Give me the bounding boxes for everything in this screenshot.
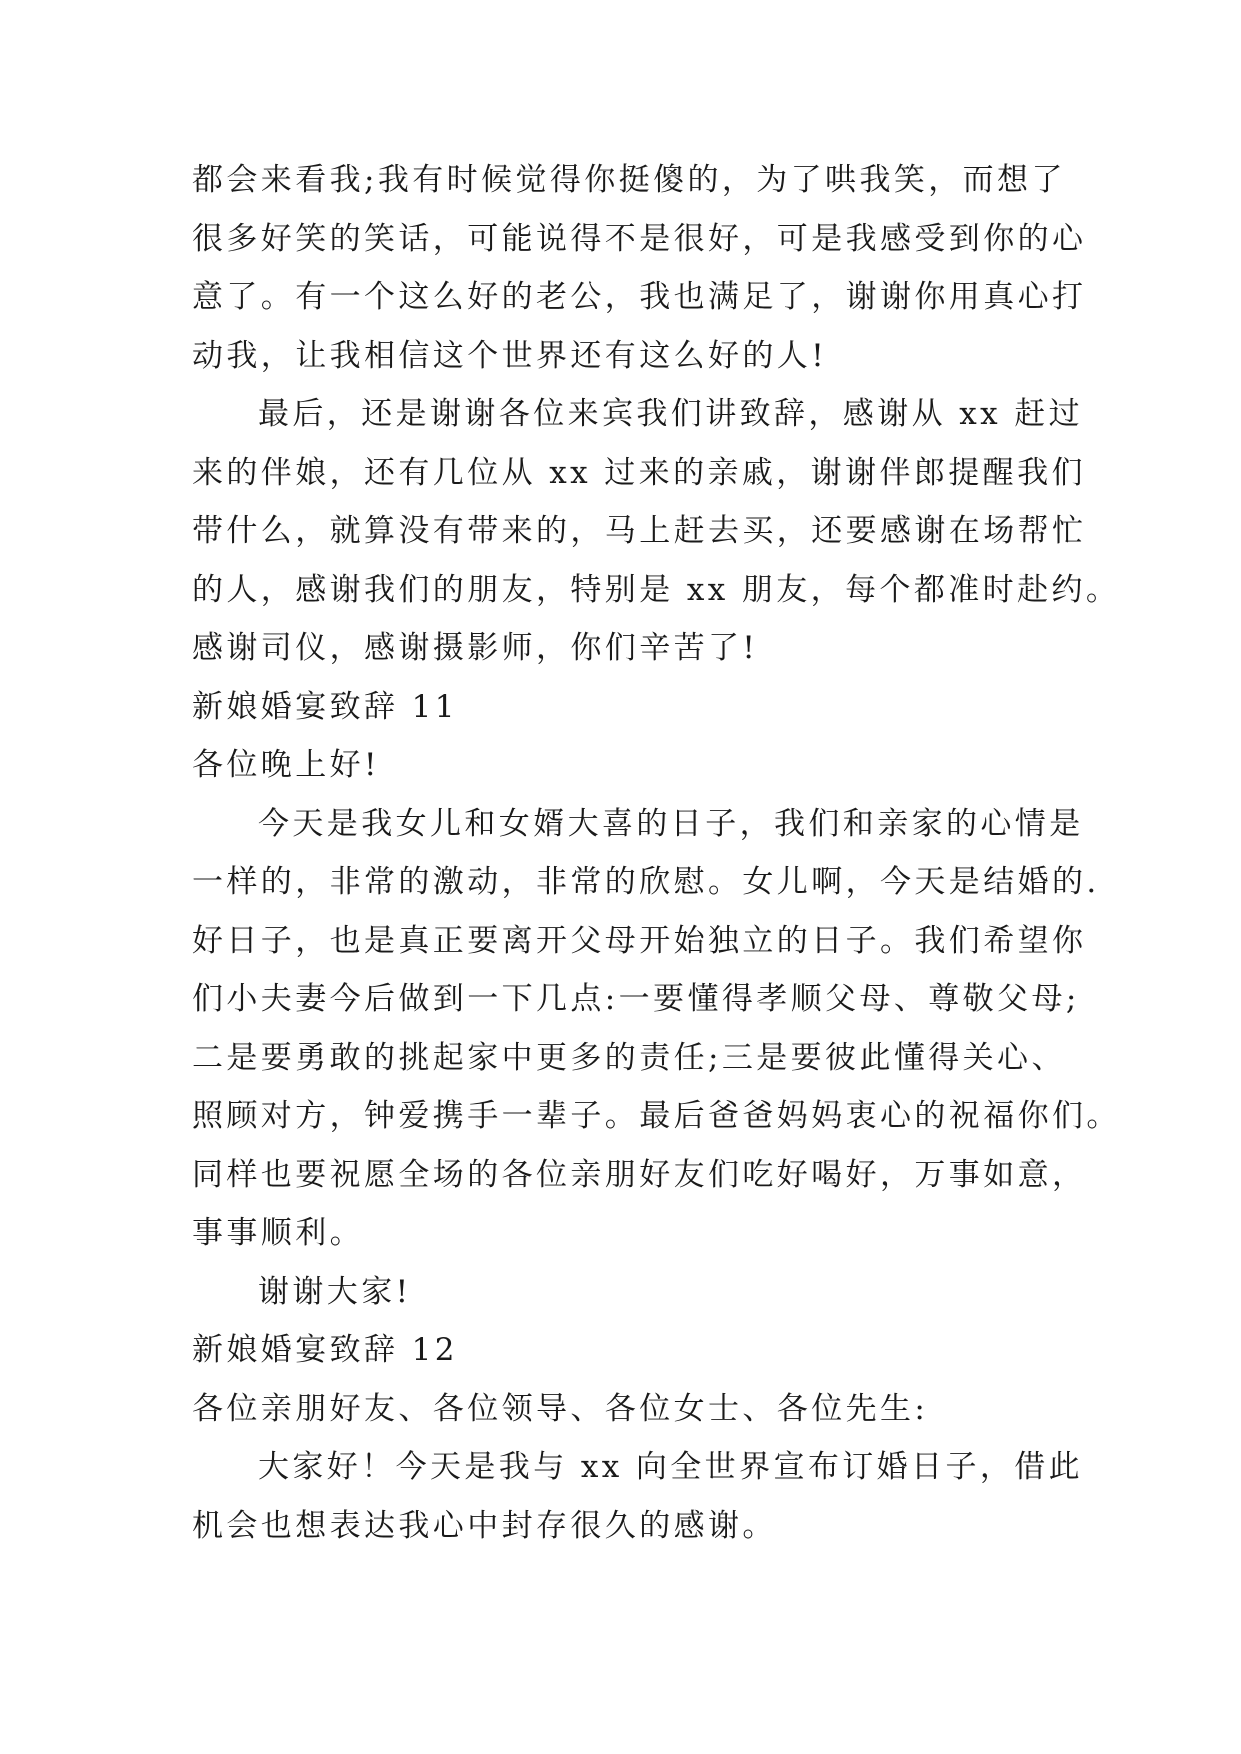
paragraph bbox=[192, 1263, 1072, 1322]
text-line: 好日子，也是真正要离开父母开始独立的日子。我们希望你 bbox=[192, 922, 1087, 959]
text-line: 照顾对方，钟爱携手一辈子。最后爸爸妈妈衷心的祝福你们。 bbox=[192, 1098, 1121, 1134]
text-line: 谢谢大家! bbox=[258, 1273, 412, 1310]
text-line: 来的伴娘，还有几位从 xx 过来的亲戚，谢谢伴郎提醒我们 bbox=[192, 454, 1086, 491]
section-heading: 新娘婚宴致辞 12 bbox=[192, 1332, 458, 1368]
section-heading: 新娘婚宴致辞 11 bbox=[192, 688, 458, 725]
text-line: 事事顺利。 bbox=[192, 1215, 364, 1251]
paragraph bbox=[192, 385, 1121, 678]
paragraph bbox=[192, 795, 1121, 1263]
paragraph bbox=[192, 151, 1087, 385]
greeting-line: 各位亲朋好友、各位领导、各位女士、各位先生: bbox=[192, 1390, 929, 1427]
text-line: 动我，让我相信这个世界还有这么好的人! bbox=[192, 337, 828, 374]
text-line: 二是要勇敢的挑起家中更多的责任;三是要彼此懂得关心、 bbox=[192, 1039, 1066, 1076]
text-line: 很多好笑的笑话，可能说得不是很好，可是我感受到你的心 bbox=[192, 220, 1087, 257]
document-body bbox=[192, 151, 1121, 1555]
text-line: 都会来看我;我有时候觉得你挺傻的，为了哄我笑，而想了 bbox=[192, 162, 1066, 198]
text-line: 同样也要祝愿全场的各位亲朋好友们吃好喝好，万事如意， bbox=[192, 1156, 1087, 1193]
text-line: 意了。有一个这么好的老公，我也满足了，谢谢你用真心打 bbox=[192, 279, 1087, 315]
text-line: 大家好！今天是我与 xx 向全世界宣布订婚日子，借此 bbox=[258, 1449, 1084, 1485]
text-line: 机会也想表达我心中封存很久的感谢。 bbox=[192, 1507, 777, 1544]
text-line: 感谢司仪，感谢摄影师，你们辛苦了! bbox=[192, 630, 759, 666]
text-line: 今天是我女儿和女婿大喜的日子，我们和亲家的心情是 bbox=[258, 805, 1084, 842]
text-line: 的人，感谢我们的朋友，特别是 xx 朋友，每个都准时赴约。 bbox=[192, 571, 1121, 608]
text-line: 最后，还是谢谢各位来宾我们讲致辞，感谢从 xx 赶过 bbox=[258, 396, 1084, 432]
text-line: 带什么，就算没有带来的，马上赶去买，还要感谢在场帮忙 bbox=[192, 513, 1087, 549]
text-line: 一样的，非常的激动，非常的欣慰。女儿啊，今天是结婚的. bbox=[192, 864, 1100, 900]
text-line: 们小夫妻今后做到一下几点:一要懂得孝顺父母、尊敬父母; bbox=[192, 981, 1080, 1017]
greeting-line: 各位晚上好! bbox=[192, 747, 380, 783]
paragraph bbox=[192, 1438, 1084, 1555]
